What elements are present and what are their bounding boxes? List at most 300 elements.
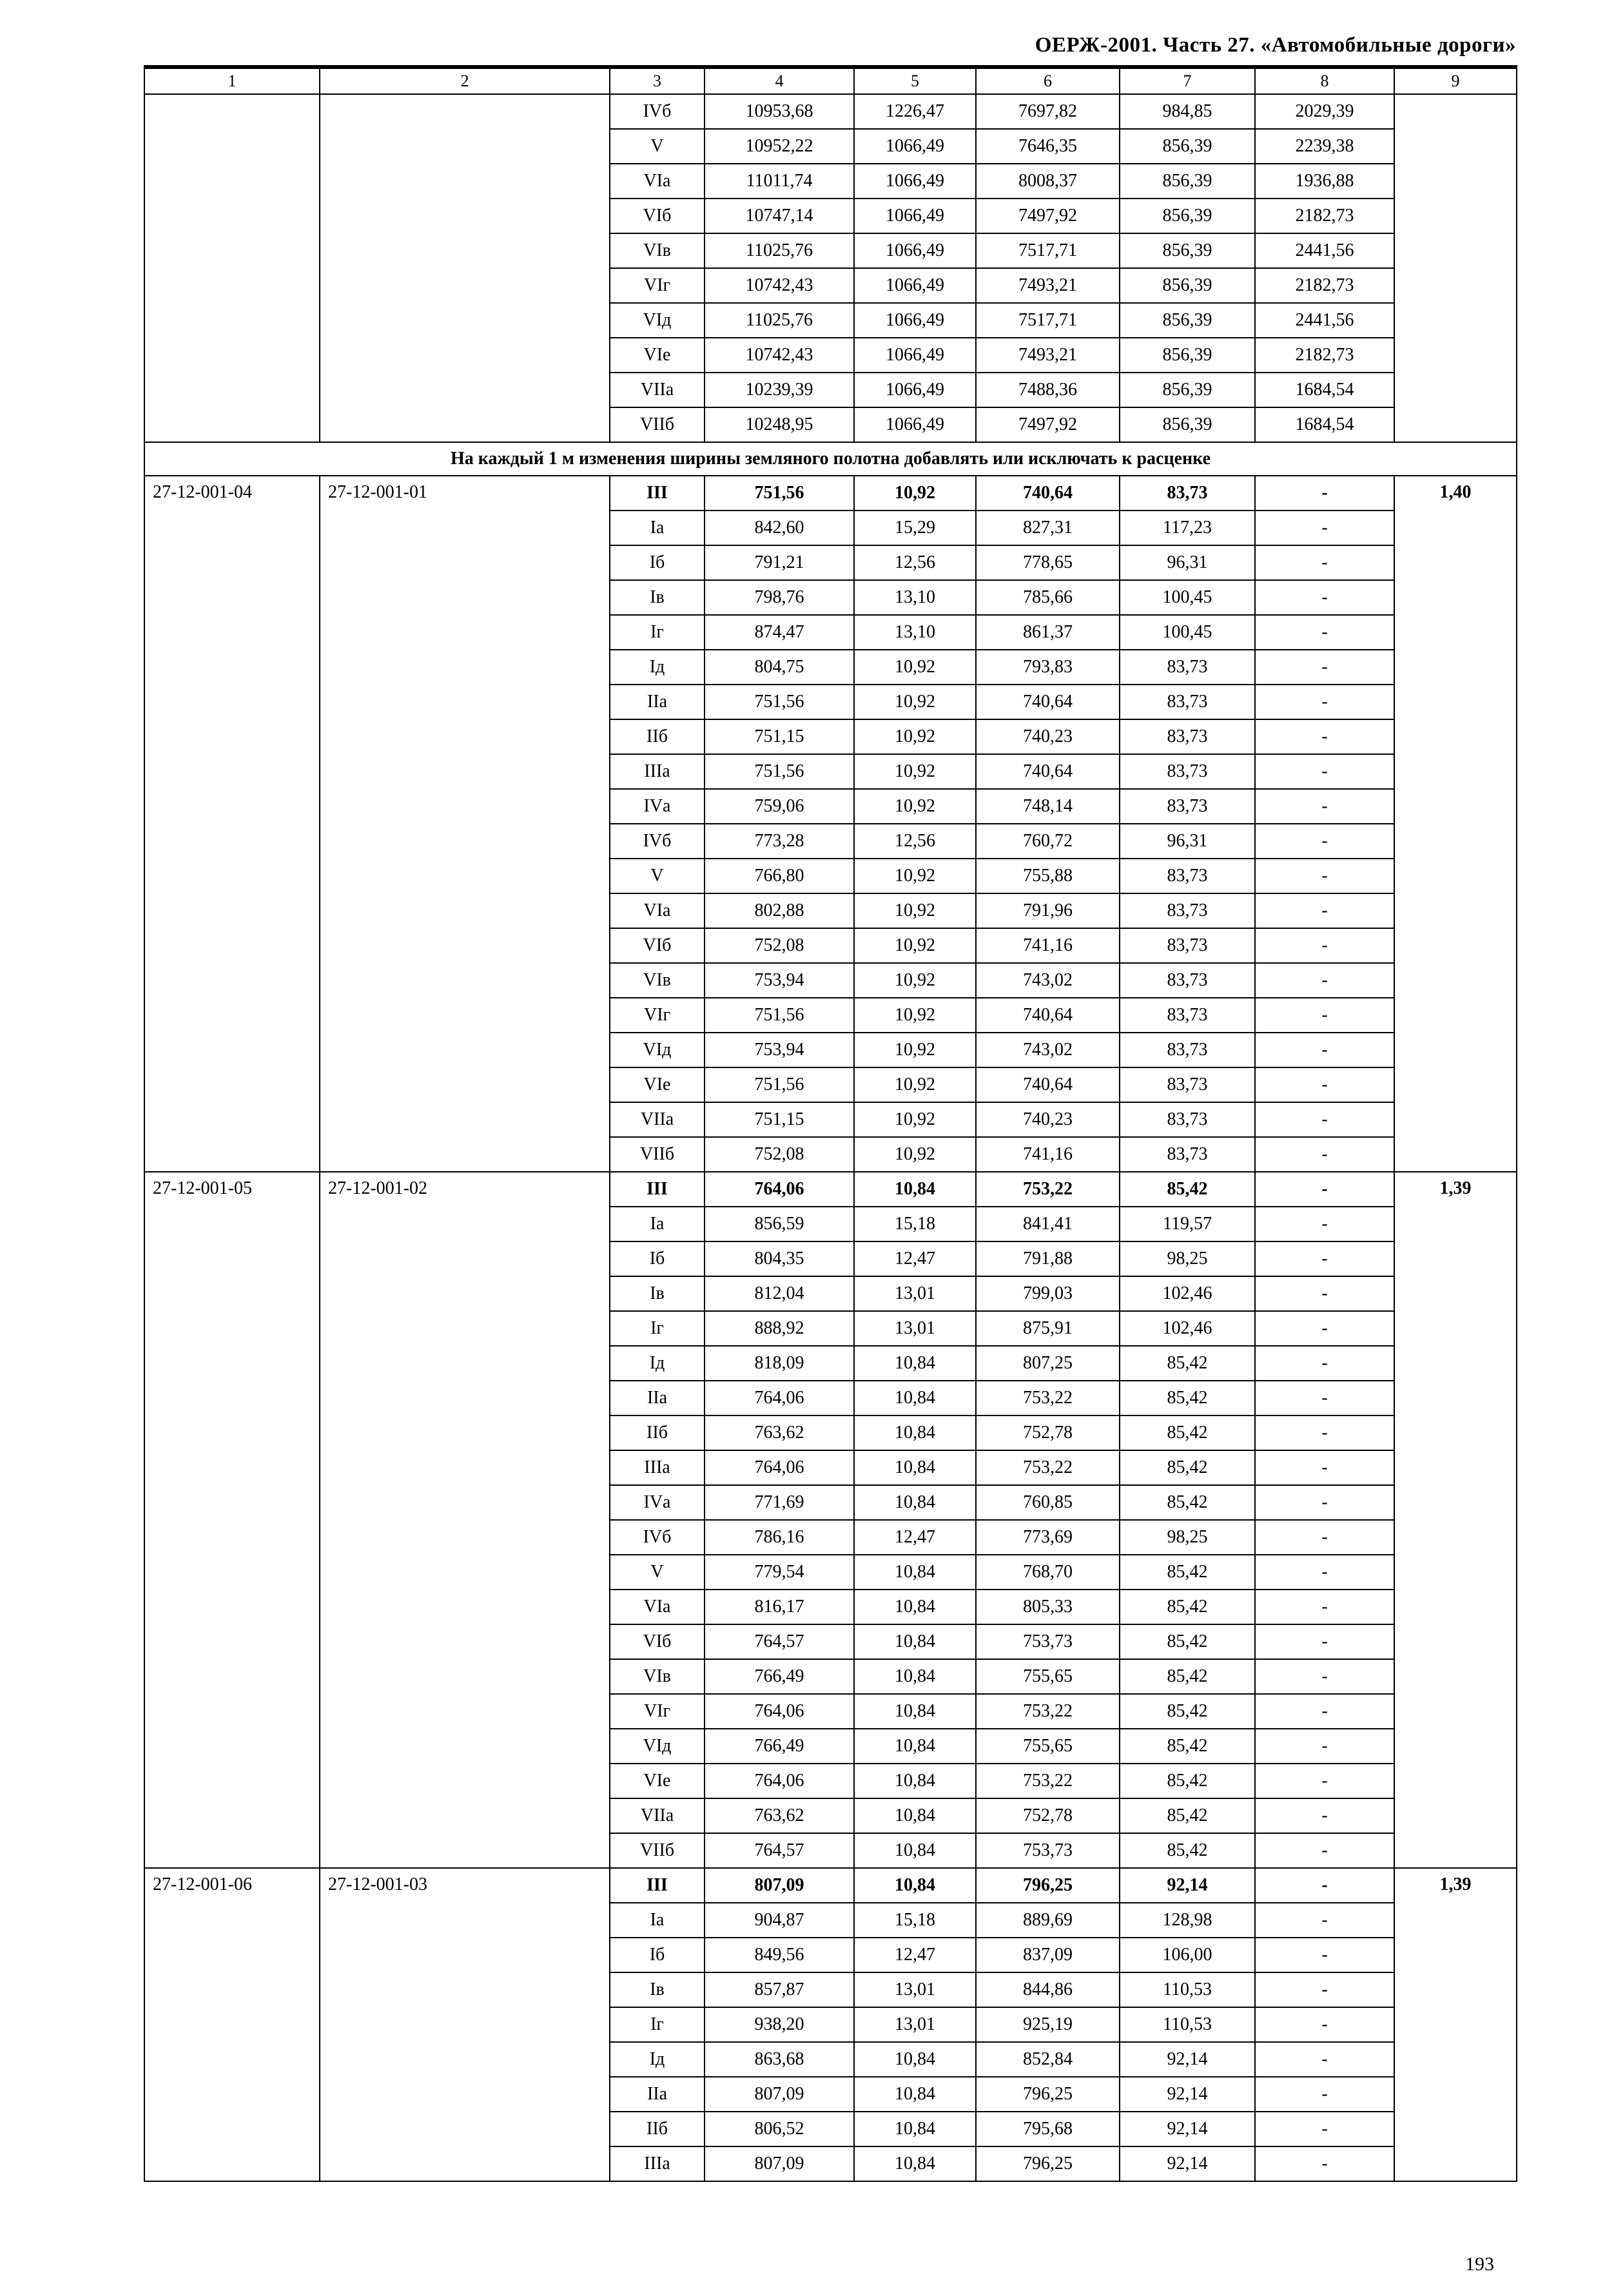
table-cell: Iд [610, 650, 705, 685]
table-cell: 11025,76 [705, 303, 854, 338]
table-cell: 764,57 [705, 1833, 854, 1868]
table-cell: 85,42 [1120, 1659, 1255, 1694]
table-cell: - [1255, 1137, 1394, 1172]
table-cell: 861,37 [976, 615, 1120, 650]
table-cell: 752,78 [976, 1798, 1120, 1833]
table-cell: 7493,21 [976, 338, 1120, 373]
column-header: 9 [1394, 67, 1517, 94]
page-header-title: ОЕРЖ-2001. Часть 27. «Автомобильные дороги» [1035, 34, 1516, 57]
table-cell: 85,42 [1120, 1729, 1255, 1764]
table-cell: - [1255, 1833, 1394, 1868]
table-cell: 856,39 [1120, 338, 1255, 373]
table-cell: 83,73 [1120, 1067, 1255, 1102]
table-cell: Iб [610, 1938, 705, 1972]
table-cell: 10,84 [854, 2146, 976, 2181]
table-cell: VIд [610, 1729, 705, 1764]
table-cell: 10,92 [854, 476, 976, 511]
table-cell: 856,39 [1120, 129, 1255, 164]
table-cell: 837,09 [976, 1938, 1120, 1972]
table-cell: - [1255, 2007, 1394, 2042]
table-cell: 938,20 [705, 2007, 854, 2042]
table-cell: Iа [610, 1207, 705, 1241]
table-cell: IIб [610, 1416, 705, 1450]
table-cell: 798,76 [705, 580, 854, 615]
table-cell: 751,56 [705, 685, 854, 719]
ratio-cell: 1,39 [1394, 1868, 1517, 2181]
table-cell: 1066,49 [854, 373, 976, 407]
table-cell: 10,84 [854, 1346, 976, 1381]
table-cell: - [1255, 719, 1394, 754]
table-cell: IVа [610, 1485, 705, 1520]
table-cell: 773,28 [705, 824, 854, 859]
table-cell: 10,92 [854, 754, 976, 789]
table-cell: 83,73 [1120, 754, 1255, 789]
table-cell: 779,54 [705, 1555, 854, 1590]
table-cell: IIб [610, 719, 705, 754]
table-cell: 10,84 [854, 1729, 976, 1764]
table-cell: 85,42 [1120, 1555, 1255, 1590]
table-cell: - [1255, 1102, 1394, 1137]
table-cell: 766,80 [705, 859, 854, 893]
table-cell: 83,73 [1120, 476, 1255, 511]
table-cell: 816,17 [705, 1590, 854, 1624]
table-cell: 740,64 [976, 1067, 1120, 1102]
table-cell: 83,73 [1120, 1033, 1255, 1067]
ratio-cell: 1,39 [1394, 1172, 1517, 1868]
table-cell: Iб [610, 545, 705, 580]
table-cell: 10,84 [854, 1485, 976, 1520]
table-cell: 856,39 [1120, 303, 1255, 338]
table-cell: 804,35 [705, 1241, 854, 1276]
table-cell: 764,06 [705, 1381, 854, 1416]
table-cell: 743,02 [976, 963, 1120, 998]
table-head-row [144, 67, 1517, 94]
table-cell: 799,03 [976, 1276, 1120, 1311]
table-cell: 1684,54 [1255, 407, 1394, 442]
table-cell: Iд [610, 2042, 705, 2077]
table-cell: 15,18 [854, 1207, 976, 1241]
table-cell: 807,09 [705, 2146, 854, 2181]
table-cell: - [1255, 1764, 1394, 1798]
table-cell: - [1255, 1033, 1394, 1067]
table-cell: 842,60 [705, 511, 854, 545]
table-cell: Iв [610, 1276, 705, 1311]
table-cell: 812,04 [705, 1276, 854, 1311]
table-cell: 13,01 [854, 2007, 976, 2042]
table-cell: - [1255, 1381, 1394, 1416]
table-cell: 110,53 [1120, 1972, 1255, 2007]
table-cell: 85,42 [1120, 1764, 1255, 1798]
table-cell: 10,84 [854, 1833, 976, 1868]
table-cell: 12,47 [854, 1520, 976, 1555]
table-cell: 751,56 [705, 754, 854, 789]
table-cell: 984,85 [1120, 94, 1255, 129]
table-cell: 13,01 [854, 1311, 976, 1346]
table-cell: 740,64 [976, 754, 1120, 789]
table-cell: 753,94 [705, 1033, 854, 1067]
table-cell: 795,68 [976, 2112, 1120, 2146]
table-cell: - [1255, 2146, 1394, 2181]
table-cell: IIIа [610, 2146, 705, 2181]
table-cell: 751,15 [705, 1102, 854, 1137]
table-cell: 85,42 [1120, 1346, 1255, 1381]
table-cell: 92,14 [1120, 2112, 1255, 2146]
table-cell: - [1255, 1590, 1394, 1624]
table-cell: 763,62 [705, 1798, 854, 1833]
table-cell: 10,92 [854, 650, 976, 685]
table-cell: 83,73 [1120, 963, 1255, 998]
table-cell: 1066,49 [854, 129, 976, 164]
table-cell: 852,84 [976, 2042, 1120, 2077]
table-cell: 807,09 [705, 1868, 854, 1903]
table-cell: 83,73 [1120, 998, 1255, 1033]
column-header: 5 [854, 67, 976, 94]
table-cell: 85,42 [1120, 1833, 1255, 1868]
table-cell: - [1255, 580, 1394, 615]
table-cell: - [1255, 1659, 1394, 1694]
note-row [144, 442, 1517, 476]
table-cell: 753,94 [705, 963, 854, 998]
table-cell: 849,56 [705, 1938, 854, 1972]
table-cell: VIб [610, 1624, 705, 1659]
table-cell: 786,16 [705, 1520, 854, 1555]
table-cell: - [1255, 2112, 1394, 2146]
table-cell: 10742,43 [705, 268, 854, 303]
column-header: 1 [144, 67, 320, 94]
table-cell: - [1255, 545, 1394, 580]
table-cell: 751,15 [705, 719, 854, 754]
table-cell: 827,31 [976, 511, 1120, 545]
table-cell: VIIа [610, 1102, 705, 1137]
table-cell: 92,14 [1120, 2042, 1255, 2077]
table-cell: 791,88 [976, 1241, 1120, 1276]
table-cell: 85,42 [1120, 1624, 1255, 1659]
table-cell: 100,45 [1120, 615, 1255, 650]
table-cell: III [610, 1868, 705, 1903]
table-cell: 793,83 [976, 650, 1120, 685]
table-cell: 7697,82 [976, 94, 1120, 129]
table-cell: 10,84 [854, 2112, 976, 2146]
table-row [144, 476, 1517, 511]
table-cell: 875,91 [976, 1311, 1120, 1346]
table-cell: VIIб [610, 407, 705, 442]
table-cell: 753,22 [976, 1172, 1120, 1207]
table-cell: 13,01 [854, 1276, 976, 1311]
table-cell: 802,88 [705, 893, 854, 928]
table-cell: 741,16 [976, 928, 1120, 963]
table-cell: - [1255, 1520, 1394, 1555]
table-cell: 740,23 [976, 1102, 1120, 1137]
table-cell: IIа [610, 685, 705, 719]
table-cell: 764,06 [705, 1172, 854, 1207]
table-cell: - [1255, 963, 1394, 998]
table-cell: IVб [610, 94, 705, 129]
table-cell: 764,06 [705, 1694, 854, 1729]
table-cell: 1936,88 [1255, 164, 1394, 199]
table-cell: 83,73 [1120, 859, 1255, 893]
table-cell: 2441,56 [1255, 303, 1394, 338]
table-cell: 874,47 [705, 615, 854, 650]
table-cell: VIг [610, 998, 705, 1033]
table-cell: Iг [610, 615, 705, 650]
table-cell: 1066,49 [854, 233, 976, 268]
table-cell: 117,23 [1120, 511, 1255, 545]
table-cell: 106,00 [1120, 1938, 1255, 1972]
table-cell: 2182,73 [1255, 338, 1394, 373]
table-cell: - [1255, 1346, 1394, 1381]
table-cell: 753,73 [976, 1624, 1120, 1659]
table-cell: - [1255, 1938, 1394, 1972]
table-cell: 85,42 [1120, 1694, 1255, 1729]
table-cell: 888,92 [705, 1311, 854, 1346]
table-cell: VIд [610, 303, 705, 338]
table-cell: 12,56 [854, 545, 976, 580]
table-cell: - [1255, 928, 1394, 963]
table-cell: 766,49 [705, 1659, 854, 1694]
table-cell: - [1255, 1624, 1394, 1659]
table-cell: - [1255, 615, 1394, 650]
table-cell: 11025,76 [705, 233, 854, 268]
table-cell: 856,39 [1120, 199, 1255, 233]
table-row [144, 1172, 1517, 1207]
table-cell: 1066,49 [854, 407, 976, 442]
table-cell: IIа [610, 1381, 705, 1416]
table-cell: 904,87 [705, 1903, 854, 1938]
table-cell: 96,31 [1120, 545, 1255, 580]
table-cell: 841,41 [976, 1207, 1120, 1241]
table-cell: 7646,35 [976, 129, 1120, 164]
table-cell: 10952,22 [705, 129, 854, 164]
table-cell: 740,64 [976, 476, 1120, 511]
table-cell: VIв [610, 1659, 705, 1694]
table-cell: 92,14 [1120, 2146, 1255, 2181]
table-cell: - [1255, 511, 1394, 545]
table-cell: 10248,95 [705, 407, 854, 442]
table-cell: 10,92 [854, 719, 976, 754]
ratio-cell: 1,40 [1394, 476, 1517, 1172]
ratio-cell [1394, 94, 1517, 442]
table-cell: IIа [610, 2077, 705, 2112]
table-cell: - [1255, 2042, 1394, 2077]
table-cell: 796,25 [976, 1868, 1120, 1903]
table-cell: 796,25 [976, 2146, 1120, 2181]
base-code-cell: 27-12-001-03 [320, 1868, 610, 2181]
column-header: 4 [705, 67, 854, 94]
table-cell: 768,70 [976, 1555, 1120, 1590]
table-cell: V [610, 1555, 705, 1590]
table-cell: 83,73 [1120, 1102, 1255, 1137]
table-cell: 10,84 [854, 2042, 976, 2077]
table-cell: 856,39 [1120, 407, 1255, 442]
table-cell: - [1255, 1067, 1394, 1102]
table-cell: Iд [610, 1346, 705, 1381]
table-cell: 100,45 [1120, 580, 1255, 615]
table-cell: - [1255, 824, 1394, 859]
table-cell: 856,39 [1120, 268, 1255, 303]
table-cell: 85,42 [1120, 1450, 1255, 1485]
table-cell: 13,01 [854, 1972, 976, 2007]
table-cell: 753,22 [976, 1450, 1120, 1485]
table-cell: 8008,37 [976, 164, 1120, 199]
table-cell: 12,47 [854, 1938, 976, 1972]
table-cell: 15,29 [854, 511, 976, 545]
table-cell: - [1255, 1485, 1394, 1520]
table-cell: 7517,71 [976, 303, 1120, 338]
table-cell: 10747,14 [705, 199, 854, 233]
table-cell: 856,39 [1120, 233, 1255, 268]
table-cell: VIг [610, 268, 705, 303]
table-cell: 753,22 [976, 1694, 1120, 1729]
table-cell: 1066,49 [854, 268, 976, 303]
table-cell: 10,92 [854, 789, 976, 824]
base-code-cell [320, 94, 610, 442]
table-cell: Iг [610, 2007, 705, 2042]
table-cell: 856,59 [705, 1207, 854, 1241]
table-row [144, 1868, 1517, 1903]
table-row [144, 94, 1517, 129]
table-cell: 10,92 [854, 928, 976, 963]
rate-code-cell [144, 94, 320, 442]
table-cell: 1066,49 [854, 338, 976, 373]
table-cell: VIа [610, 893, 705, 928]
table-cell: 796,25 [976, 2077, 1120, 2112]
table-cell: 102,46 [1120, 1276, 1255, 1311]
table-cell: 85,42 [1120, 1485, 1255, 1520]
table-cell: VIа [610, 1590, 705, 1624]
table-cell: - [1255, 1450, 1394, 1485]
table-cell: 751,56 [705, 476, 854, 511]
table-cell: 10,84 [854, 1450, 976, 1485]
table-cell: 755,65 [976, 1659, 1120, 1694]
table-cell: VIв [610, 233, 705, 268]
table-cell: 1066,49 [854, 199, 976, 233]
table-cell: VIIа [610, 1798, 705, 1833]
table-cell: - [1255, 1903, 1394, 1938]
table-cell: 12,47 [854, 1241, 976, 1276]
table-cell: - [1255, 1241, 1394, 1276]
table-cell: 10,92 [854, 859, 976, 893]
table-cell: 751,56 [705, 998, 854, 1033]
table-cell: 763,62 [705, 1416, 854, 1450]
table-cell: VIIб [610, 1833, 705, 1868]
table-cell: 7517,71 [976, 233, 1120, 268]
table-cell: 748,14 [976, 789, 1120, 824]
table-cell: 753,73 [976, 1833, 1120, 1868]
table-cell: 760,72 [976, 824, 1120, 859]
table-cell: 10,84 [854, 1381, 976, 1416]
table-cell: 92,14 [1120, 2077, 1255, 2112]
table-cell: 10,92 [854, 998, 976, 1033]
table-cell: 10,84 [854, 1416, 976, 1450]
table-cell: 818,09 [705, 1346, 854, 1381]
table-cell: IVб [610, 1520, 705, 1555]
table-cell: 85,42 [1120, 1172, 1255, 1207]
table-cell: 764,06 [705, 1764, 854, 1798]
table-cell: 85,42 [1120, 1381, 1255, 1416]
table-cell: 83,73 [1120, 719, 1255, 754]
table-cell: 773,69 [976, 1520, 1120, 1555]
table-cell: 83,73 [1120, 1137, 1255, 1172]
table-cell: 7488,36 [976, 373, 1120, 407]
table-cell: - [1255, 685, 1394, 719]
table-cell: V [610, 859, 705, 893]
table-cell: Iв [610, 1972, 705, 2007]
table-cell: V [610, 129, 705, 164]
table-cell: - [1255, 1972, 1394, 2007]
table-cell: - [1255, 1276, 1394, 1311]
table-cell: 85,42 [1120, 1416, 1255, 1450]
table-cell: 10742,43 [705, 338, 854, 373]
table-cell: IVа [610, 789, 705, 824]
table-cell: 10,92 [854, 893, 976, 928]
table-cell: 1066,49 [854, 164, 976, 199]
table-cell: - [1255, 650, 1394, 685]
table-cell: 764,57 [705, 1624, 854, 1659]
table-cell: 889,69 [976, 1903, 1120, 1938]
table-cell: VIIа [610, 373, 705, 407]
rate-code-cell: 27-12-001-04 [144, 476, 320, 1172]
table-cell: 856,39 [1120, 164, 1255, 199]
table-cell: - [1255, 1729, 1394, 1764]
table-cell: 764,06 [705, 1450, 854, 1485]
table-cell: 1226,47 [854, 94, 976, 129]
table-cell: 119,57 [1120, 1207, 1255, 1241]
table-cell: 10,84 [854, 1172, 976, 1207]
table-cell: VIв [610, 963, 705, 998]
table-cell: 15,18 [854, 1903, 976, 1938]
table-cell: 10,84 [854, 1694, 976, 1729]
table-cell: 92,14 [1120, 1868, 1255, 1903]
column-header: 8 [1255, 67, 1394, 94]
table-cell: Iг [610, 1311, 705, 1346]
table-cell: 85,42 [1120, 1590, 1255, 1624]
table-cell: - [1255, 754, 1394, 789]
table-cell: 766,49 [705, 1729, 854, 1764]
table-cell: 13,10 [854, 580, 976, 615]
table-cell: IIб [610, 2112, 705, 2146]
table-cell: 751,56 [705, 1067, 854, 1102]
table-cell: - [1255, 1172, 1394, 1207]
base-code-cell: 27-12-001-01 [320, 476, 610, 1172]
table-cell: - [1255, 859, 1394, 893]
column-header: 6 [976, 67, 1120, 94]
table-cell: 10,84 [854, 1659, 976, 1694]
table-cell: VIа [610, 164, 705, 199]
table-cell: 2182,73 [1255, 268, 1394, 303]
table-cell: 102,46 [1120, 1311, 1255, 1346]
table-cell: 785,66 [976, 580, 1120, 615]
table-cell: 863,68 [705, 2042, 854, 2077]
table-cell: 857,87 [705, 1972, 854, 2007]
table-cell: 771,69 [705, 1485, 854, 1520]
table-cell: 10239,39 [705, 373, 854, 407]
table-cell: 12,56 [854, 824, 976, 859]
table-cell: VIг [610, 1694, 705, 1729]
table-cell: 7497,92 [976, 407, 1120, 442]
table-cell: III [610, 1172, 705, 1207]
table-cell: - [1255, 998, 1394, 1033]
table-cell: IVб [610, 824, 705, 859]
table-cell: 753,22 [976, 1764, 1120, 1798]
table-cell: 10,92 [854, 1102, 976, 1137]
table-cell: 741,16 [976, 1137, 1120, 1172]
table-cell: 755,88 [976, 859, 1120, 893]
table-cell: 1066,49 [854, 303, 976, 338]
table-cell: 128,98 [1120, 1903, 1255, 1938]
table-cell: 110,53 [1120, 2007, 1255, 2042]
table-cell: 83,73 [1120, 893, 1255, 928]
table-cell: 96,31 [1120, 824, 1255, 859]
